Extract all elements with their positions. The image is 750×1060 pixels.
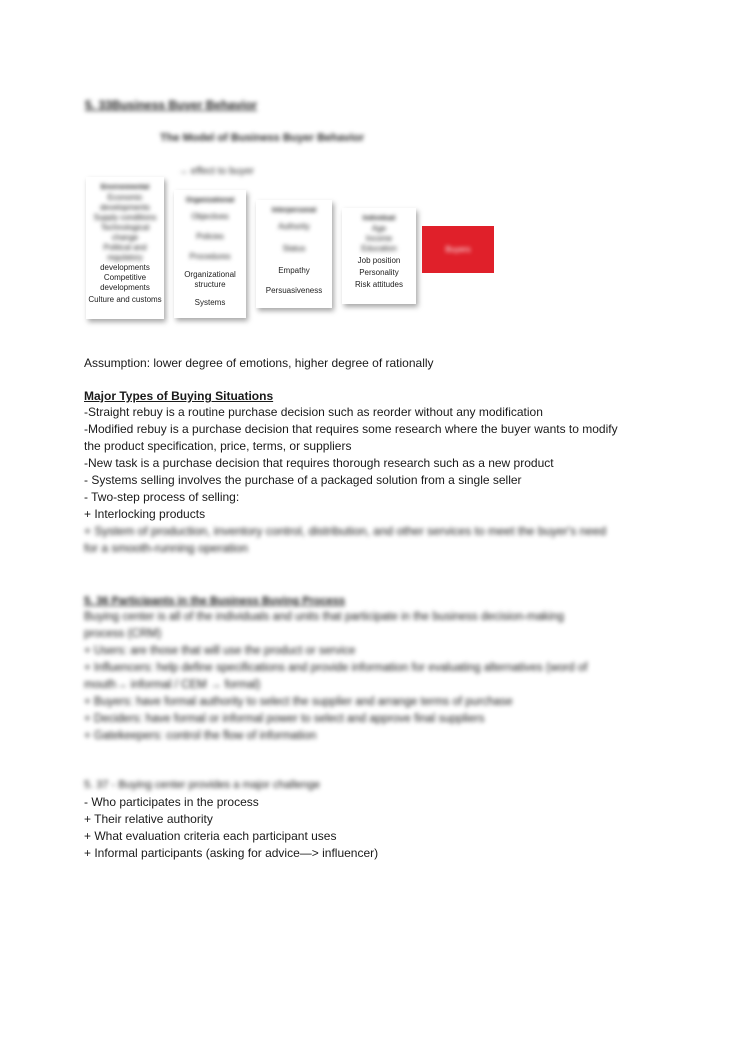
individual-item: Personality (359, 268, 399, 277)
buyers-box (422, 226, 494, 273)
section3-line: - Who participates in the process (84, 795, 259, 809)
environmental-item: developments (100, 203, 150, 212)
body-line: -Straight rebuy is a routine purchase decision such as reorder without any modification (84, 405, 543, 419)
interpersonal-item: Persuasiveness (265, 286, 323, 295)
body-line: - Systems selling involves the purchase of a packaged solution from a single seller (84, 473, 522, 487)
individual-head: Individual (362, 215, 396, 222)
arrow-label: → effect to buyer (178, 166, 254, 177)
section2-line: Buying center is all of the individuals and units that participate in the business decision-making (84, 611, 565, 623)
environmental-item: change (111, 233, 139, 242)
section-title-participants: 5. 36 Participants in the Business Buying Process (84, 595, 346, 607)
section3-line: + What evaluation criteria each participant uses (84, 829, 337, 843)
environmental-item: Supply conditions (93, 213, 157, 222)
body-line: + Interlocking products (84, 507, 206, 521)
section2-line: process (CRM) (84, 628, 162, 640)
section-title-buying-center: 5. 37 - Buying center provides a major challenge (84, 779, 321, 791)
section2-line: + Deciders: have formal or informal power to select and approve final suppliers (84, 713, 485, 725)
interpersonal-item: Status (282, 244, 306, 253)
individual-item: Age (371, 224, 387, 233)
environmental-box (86, 177, 164, 319)
body-line: the product specification, price, terms, or suppliers (84, 439, 352, 453)
environmental-item: regulatory (107, 253, 143, 262)
buying-situations-heading: Major Types of Buying Situations (84, 389, 274, 403)
organizational-head: Organizational (185, 197, 235, 204)
section3-line: + Informal participants (asking for advice—> influencer) (84, 846, 379, 860)
organizational-item: Objectives (191, 212, 229, 221)
environmental-item: Culture and customs (88, 295, 162, 304)
section3-line: + Their relative authority (84, 812, 213, 826)
organizational-item: Procedures (189, 252, 231, 261)
individual-item: Education (361, 244, 397, 253)
environmental-item: developments (100, 283, 150, 292)
environmental-item: developments (100, 263, 150, 272)
diagram-title: The Model of Business Buyer Behavior (160, 132, 365, 144)
blurred-line: for a smooth-running operation (84, 541, 249, 555)
organizational-item: Policies (196, 232, 224, 241)
organizational-item: Organizational (184, 270, 236, 279)
blurred-line: + System of production, inventory control, distribution, and other services to meet the buyer's need (84, 524, 607, 538)
section-title-business-buyer-behavior: 5. 33Business Buyer Behavior (85, 98, 258, 112)
organizational-item: structure (194, 280, 226, 289)
section2-line: + Users: are those that will use the product or service (84, 645, 356, 657)
section2-line: + Gatekeepers: control the flow of information (84, 730, 317, 742)
buyers-label: Buyers (445, 245, 471, 254)
body-line: -Modified rebuy is a purchase decision that requires some research where the buyer wants to modify (84, 422, 618, 436)
environmental-item: Economic (107, 193, 143, 202)
environmental-item: Technological (100, 223, 150, 232)
environmental-item: Competitive (103, 273, 147, 282)
individual-item: Risk attitudes (354, 280, 404, 289)
section2-line: mouth→ informal / CEM → formal) (84, 679, 261, 691)
environmental-head: Environmental (100, 184, 150, 191)
assumption-text: Assumption: lower degree of emotions, higher degree of rationally (84, 356, 434, 370)
interpersonal-head: Interpersonal (271, 207, 317, 214)
environmental-item: Political and (103, 243, 147, 252)
interpersonal-item: Empathy (278, 266, 310, 275)
interpersonal-box (256, 200, 332, 308)
individual-box (342, 208, 416, 304)
body-line: - Two-step process of selling: (84, 490, 240, 504)
section2-line: + Buyers: have formal authority to select the supplier and arrange terms of purchase (84, 696, 513, 708)
individual-item: Job position (357, 256, 401, 265)
body-line: -New task is a purchase decision that requires thorough research such as a new product (84, 456, 554, 470)
organizational-item: Systems (194, 298, 226, 307)
organizational-box (174, 190, 246, 318)
section2-line: + Influencers: help define specifications and provide information for evaluating alternatives (word of (84, 662, 588, 674)
individual-item: Income (365, 234, 393, 243)
interpersonal-item: Authority (278, 222, 310, 231)
